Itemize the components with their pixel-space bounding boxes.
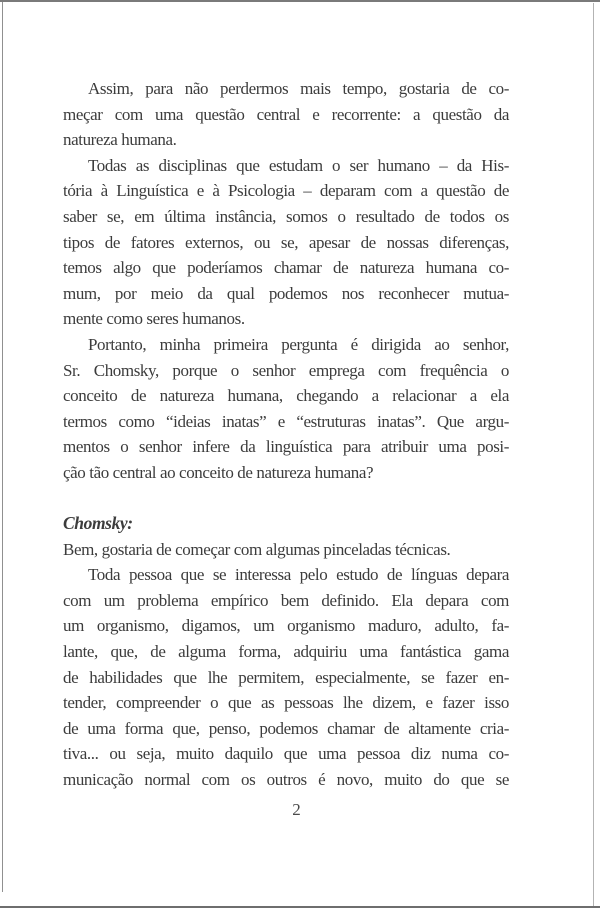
page-edge-bottom <box>0 906 600 908</box>
page-number: 2 <box>292 800 301 819</box>
page-edge-left <box>2 2 3 892</box>
text-line: natureza humana. <box>63 130 177 150</box>
text-line: municação normal com os outros é novo, muito do que se <box>63 770 509 790</box>
text-line: Portanto, minha primeira pergunta é dirigida ao senhor, <box>88 334 509 354</box>
text-line: um organismo, digamos, um organismo maduro, adulto, fa- <box>63 616 509 636</box>
text-line: tiva... ou seja, muito daquilo que uma pessoa diz numa co- <box>63 744 509 764</box>
text-line: tender, compreender o que as pessoas lhe dizem, e fazer isso <box>63 693 509 713</box>
page-edge-top <box>0 0 600 2</box>
text-line: lante, que, de alguma forma, adquiriu uma fantástica gama <box>63 642 509 662</box>
text-line: ção tão central ao conceito de natureza humana? <box>63 462 374 482</box>
text-line: meçar com uma questão central e recorrente: a questão da <box>63 104 509 124</box>
text-line: tipos de fatores externos, ou se, apesar de nossas diferenças, <box>63 232 509 252</box>
text-line: conceito de natureza humana, chegando a relacionar a ela <box>63 386 509 406</box>
text-line: temos algo que poderíamos chamar de natureza humana co- <box>63 258 509 278</box>
speaker-label: Chomsky: <box>63 513 133 534</box>
text-line: termos como “ideias inatas” e “estruturas inatas”. Que argu- <box>63 411 509 431</box>
text-line: mentos o senhor infere da linguística para atribuir uma posi- <box>63 437 509 457</box>
text-line: Assim, para não perdermos mais tempo, gostaria de co- <box>88 79 509 98</box>
text-line: mum, por meio da qual podemos nos reconhecer mutua- <box>63 283 509 303</box>
text-block <box>63 76 509 793</box>
paragraph-gap <box>63 486 509 512</box>
text-line: com um problema empírico bem definido. Ela depara com <box>63 590 509 610</box>
text-line: de uma forma que, penso, podemos chamar de altamente cria- <box>63 718 509 738</box>
text-line: Bem, gostaria de começar com algumas pinceladas técnicas. <box>63 539 451 559</box>
text-line: Sr. Chomsky, porque o senhor emprega com frequência o <box>63 360 509 380</box>
page-edge-right <box>593 3 594 906</box>
text-line: Todas as disciplinas que estudam o ser humano – da His- <box>88 155 509 175</box>
text-line: Toda pessoa que se interessa pelo estudo de línguas depara <box>88 565 509 585</box>
text-line: saber se, em última instância, somos o resultado de todos os <box>63 206 509 226</box>
text-line: de habilidades que lhe permitem, especialmente, se fazer en- <box>63 667 509 687</box>
text-line: mente como seres humanos. <box>63 309 245 329</box>
text-line: tória à Linguística e à Psicologia – deparam com a questão de <box>63 181 509 201</box>
